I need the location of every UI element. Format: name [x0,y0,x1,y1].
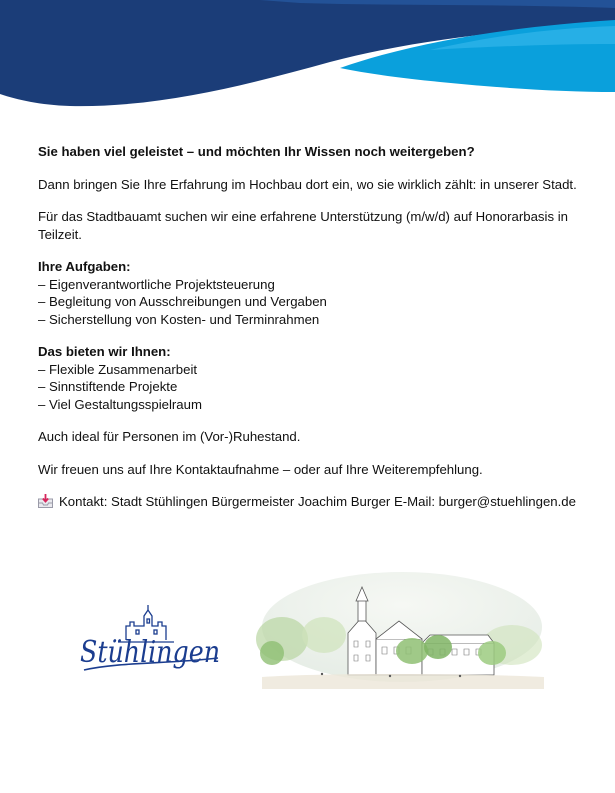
benefit-item: – Flexible Zusammenarbeit [38,361,198,377]
headline: Sie haben viel geleistet – und möchten Ihr Wissen noch weitergeben? [38,144,475,159]
task-item: – Eigenverantwortliche Projektsteuerung [38,276,275,292]
mail-inbox-icon [38,494,53,508]
ideal-paragraph: Auch ideal für Personen im (Vor-)Ruhestand. [38,429,301,444]
closing-paragraph: Wir freuen uns auf Ihre Kontaktaufnahme – oder auf Ihre Weiterempfehlung. [38,461,483,477]
intro-paragraph: Dann bringen Sie Ihre Erfahrung im Hochbau dort ein, wo sie wirklich zählt: in unserer Stadt. [38,176,577,192]
task-item: – Begleitung von Ausschreibungen und Vergaben [38,294,327,309]
town-hall-sketch-image [262,577,544,689]
svg-text:Stühlingen: Stühlingen [80,635,220,670]
benefit-item: – Sinnstiftende Projekte [38,379,178,394]
stuehlingen-logo [78,602,228,684]
tasks-title: Ihre Aufgaben: [38,259,131,274]
contact-text: Kontakt: Stadt Stühlingen Bürgermeister Joachim Burger E-Mail: burger@stuehlingen.de [59,494,576,509]
benefit-item: – Viel Gestaltungsspielraum [38,396,202,412]
job-ad-body [38,143,583,526]
task-item: – Sicherstellung von Kosten- und Terminrahmen [38,311,320,327]
contact-line [38,493,583,511]
benefits-section [38,343,583,413]
offer-paragraph: Für das Stadtbauamt suchen wir eine erfahrene Unterstützung (m/w/d) auf Honorarbasis in Teilzeit. [38,209,568,242]
header-wave-banner [0,0,615,115]
tasks-section [38,258,583,328]
benefits-title: Das bieten wir Ihnen: [38,344,171,359]
